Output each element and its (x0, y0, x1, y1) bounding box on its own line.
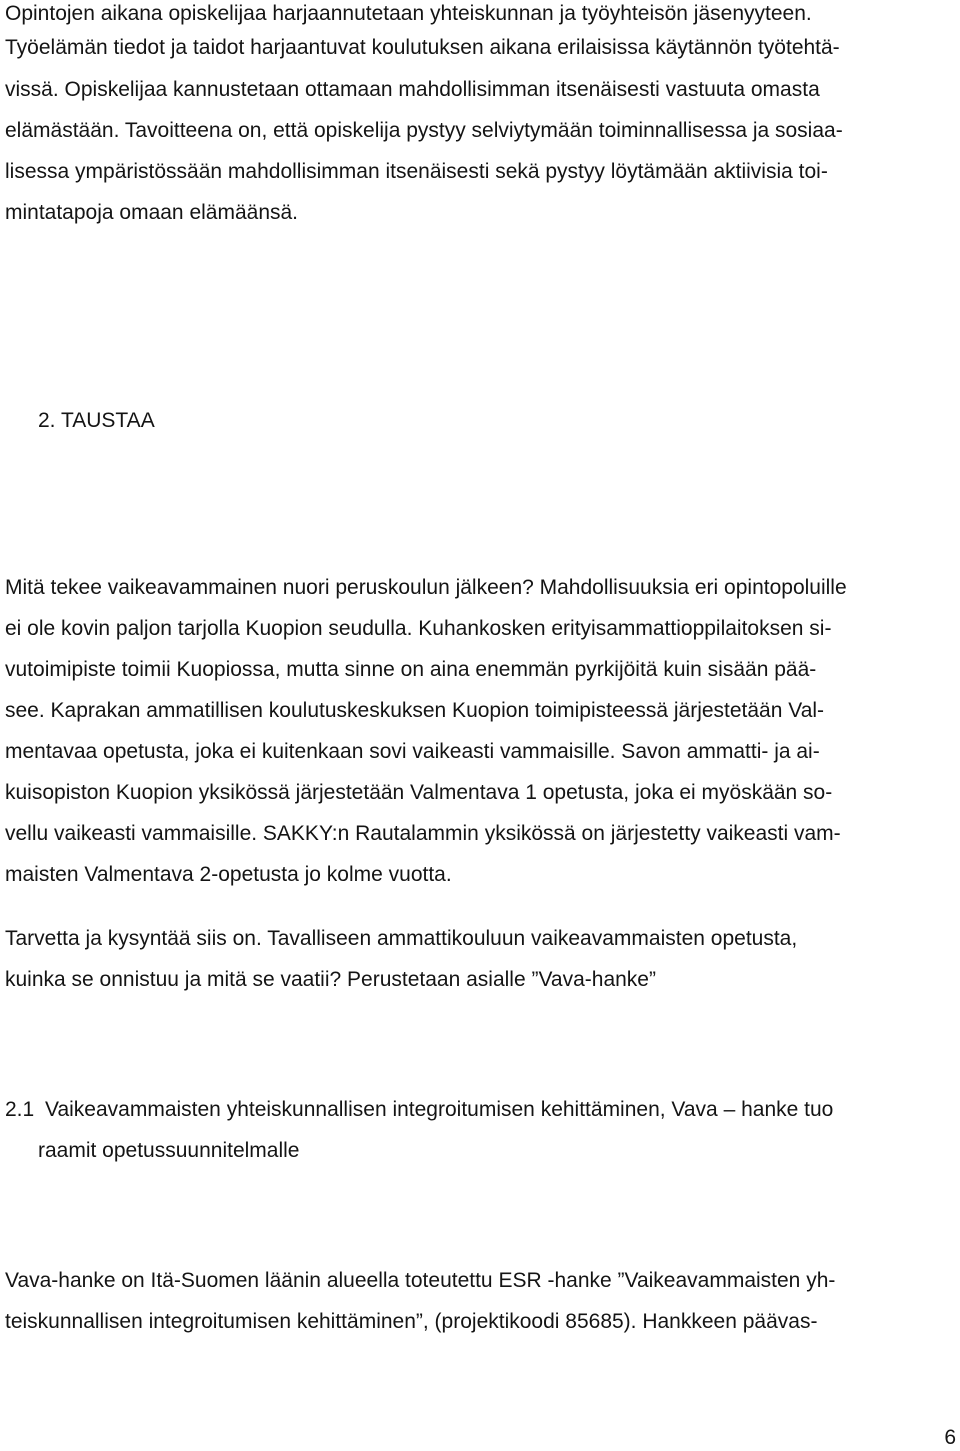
text-line: Mitä tekee vaikeavammainen nuori peruskoulun jälkeen? Mahdollisuuksia eri opintopoluille (5, 576, 847, 599)
text-line: vissä. Opiskelijaa kannustetaan ottamaan mahdollisimman itsenäisesti vastuuta omasta (5, 78, 820, 101)
section-number: 2.1 (5, 1098, 35, 1121)
text-line: see. Kaprakan ammatillisen koulutuskeskuksen Kuopion toimipisteessä järjestetään Val- (5, 699, 825, 722)
text-line: kuinka se onnistuu ja mitä se vaatii? Perustetaan asialle ”Vava-hanke” (5, 968, 656, 991)
page-number: 6 (944, 1426, 956, 1449)
text-line: ei ole kovin paljon tarjolla Kuopion seudulla. Kuhankosken erityisammattioppilaitoksen si- (5, 617, 832, 640)
text-line: Vava-hanke on Itä-Suomen läänin alueella toteutettu ESR -hanke ”Vaikeavammaisten yh- (5, 1269, 836, 1292)
text-line: mentavaa opetusta, joka ei kuitenkaan sovi vaikeasti vammaisille. Savon ammatti- ja ai- (5, 740, 820, 763)
text-line: vellu vaikeasti vammaisille. SAKKY:n Rautalammin yksikössä on järjestetty vaikeasti vam- (5, 822, 841, 845)
text-line: vutoimipiste toimii Kuopiossa, mutta sinne on aina enemmän pyrkijöitä kuin sisään pää- (5, 658, 817, 681)
section-title-line: raamit opetussuunnitelmalle (38, 1139, 300, 1162)
text-line: Työelämän tiedot ja taidot harjaantuvat koulutuksen aikana erilaisissa käytännön työtehtä- (5, 36, 840, 59)
text-line: lisessa ympäristössään mahdollisimman itsenäisesti sekä pystyy löytämään aktiivisia toi- (5, 160, 828, 183)
text-line: teiskunnallisen integroitumisen kehittäminen”, (projektikoodi 85685). Hankkeen päävas- (5, 1310, 818, 1333)
section-heading-taustaa: 2. TAUSTAA (38, 409, 155, 432)
text-line: kuisopiston Kuopion yksikössä järjestetään Valmentava 1 opetusta, joka ei myöskään so- (5, 781, 833, 804)
text-line: maisten Valmentava 2-opetusta jo kolme vuotta. (5, 863, 452, 886)
section-title-line: Vaikeavammaisten yhteiskunnallisen integroitumisen kehittäminen, Vava – hanke tuo (45, 1098, 834, 1121)
text-line: mintatapoja omaan elämäänsä. (5, 201, 299, 224)
text-line: elämästään. Tavoitteena on, että opiskelija pystyy selviytymään toiminnallisessa ja sosiaa- (5, 119, 843, 142)
text-line: Tarvetta ja kysyntää siis on. Tavalliseen ammattikouluun vaikeavammaisten opetusta, (5, 927, 798, 950)
text-line: Opintojen aikana opiskelijaa harjaannutetaan yhteiskunnan ja työyhteisön jäsenyyteen. (5, 2, 812, 25)
